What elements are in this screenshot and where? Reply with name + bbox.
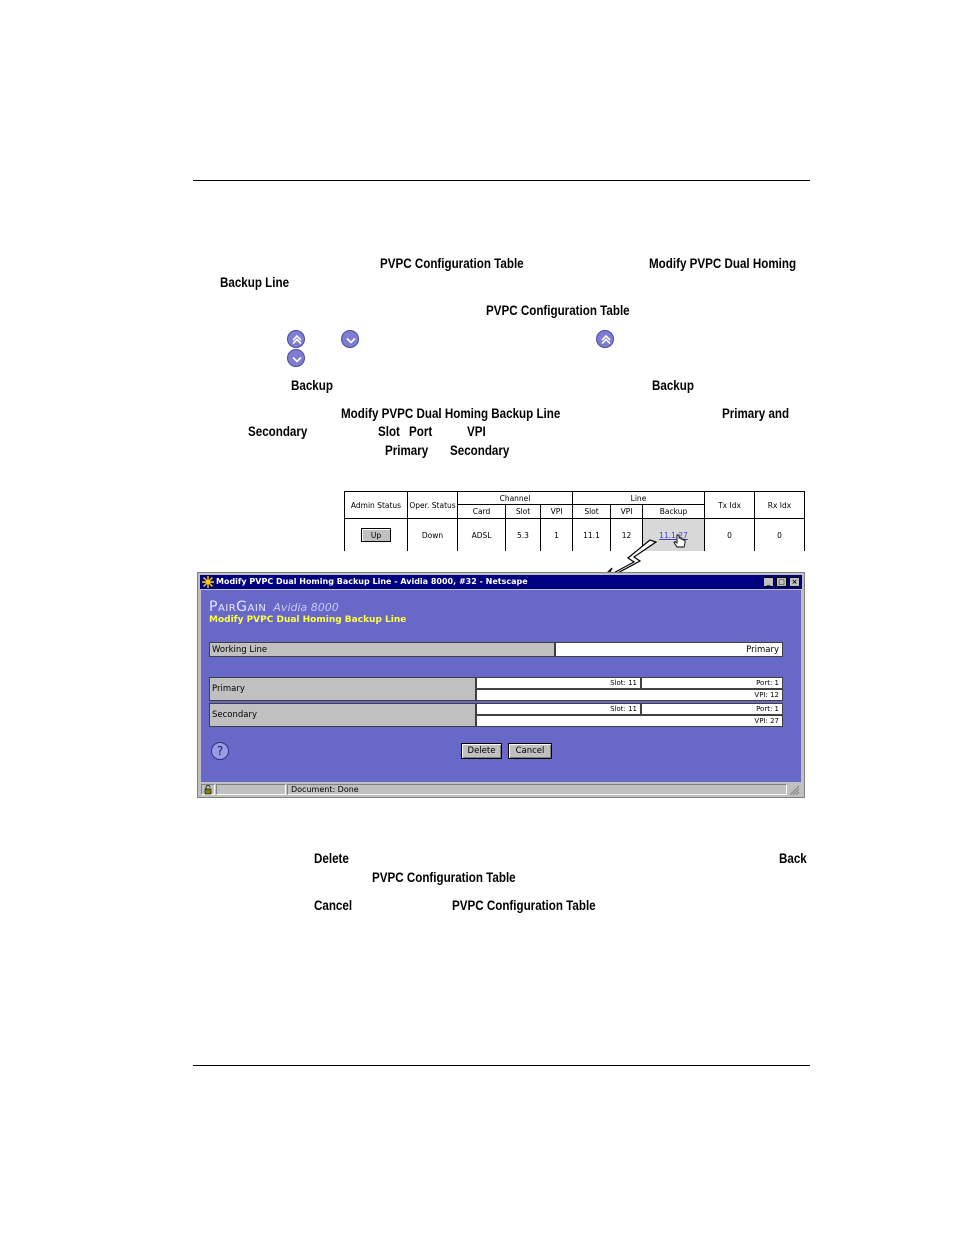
admin-status-up-button[interactable]: Up	[361, 528, 391, 542]
header-line: Line	[572, 491, 705, 505]
header-admin-status: Admin Status	[344, 491, 408, 519]
header-line-vpi: VPI	[610, 504, 643, 519]
primary-label: Primary	[209, 677, 476, 701]
text-primary-and: Primary and	[722, 406, 790, 421]
text-backup-line: Backup Line	[220, 275, 290, 290]
cell-oper-status: Down	[407, 518, 458, 551]
cell-rx-idx: 0	[754, 518, 805, 551]
scroll-down-icon	[341, 330, 359, 348]
text-pvpc-config-table: PVPC Configuration Table	[380, 256, 524, 271]
primary-port: Port: 1	[641, 677, 783, 689]
text-modify-pvpc-dual-homing: Modify PVPC Dual Homing	[649, 256, 797, 271]
page-content	[201, 590, 801, 782]
netscape-icon	[202, 576, 214, 588]
page-up-icon	[287, 330, 305, 348]
text-back: Back	[779, 851, 807, 866]
scroll-down-icon-2	[287, 349, 305, 367]
logo-brand: PairGain	[209, 599, 267, 615]
primary-slot: Slot: 11	[476, 677, 641, 689]
header-vpi: VPI	[540, 504, 573, 519]
delete-button[interactable]: Delete	[461, 743, 502, 759]
cell-vpi: 1	[540, 518, 573, 551]
status-text: Document: Done	[287, 784, 787, 795]
header-line-slot: Slot	[572, 504, 611, 519]
secondary-port: Port: 1	[641, 703, 783, 715]
table-row	[344, 518, 408, 551]
cell-slot: 5.3	[505, 518, 541, 551]
cell-tx-idx: 0	[704, 518, 755, 551]
text-secondary: Secondary	[248, 424, 308, 439]
logo-product: Avidia 8000	[273, 601, 339, 614]
top-rule	[193, 180, 810, 181]
text-pvpc-config-table-4: PVPC Configuration Table	[452, 898, 596, 913]
header-rx-idx: Rx Idx	[754, 491, 805, 519]
backup-link[interactable]: 11.1.27	[659, 530, 688, 540]
page-up-icon-2	[596, 330, 614, 348]
text-delete: Delete	[314, 851, 349, 866]
text-slot: Slot	[378, 424, 400, 439]
header-channel: Channel	[457, 491, 573, 505]
cell-card: ADSL	[457, 518, 506, 551]
maximize-button[interactable]: □	[776, 577, 787, 587]
title-bar	[200, 575, 802, 589]
netscape-window	[197, 572, 805, 798]
text-port: Port	[409, 424, 433, 439]
close-button[interactable]: ×	[789, 577, 800, 587]
page-subtitle: Modify PVPC Dual Homing Backup Line	[209, 615, 407, 625]
help-icon[interactable]: ?	[211, 742, 229, 760]
pairgain-logo	[209, 596, 339, 615]
text-pvpc-config-table-2: PVPC Configuration Table	[486, 303, 630, 318]
working-line-value: Primary	[555, 642, 783, 657]
hand-cursor-icon	[673, 534, 687, 550]
text-pvpc-config-table-3: PVPC Configuration Table	[372, 870, 516, 885]
pvpc-configuration-table	[344, 491, 805, 551]
status-bar	[201, 784, 801, 796]
header-tx-idx: Tx Idx	[704, 491, 755, 519]
cell-line-vpi: 12	[610, 518, 643, 551]
text-secondary-2: Secondary	[450, 443, 510, 458]
secondary-label: Secondary	[209, 703, 476, 727]
text-backup-2: Backup	[652, 378, 694, 393]
text-cancel: Cancel	[314, 898, 353, 913]
cell-line-slot: 11.1	[572, 518, 611, 551]
resize-grip-icon[interactable]	[788, 784, 801, 795]
text-modify-backup-line: Modify PVPC Dual Homing Backup Line	[341, 406, 561, 421]
window-title: Modify PVPC Dual Homing Backup Line - Avidia 8000, #32 - Netscape	[216, 577, 528, 586]
header-card: Card	[457, 504, 506, 519]
secondary-vpi: VPI: 27	[476, 715, 783, 727]
text-primary: Primary	[385, 443, 429, 458]
header-oper-status: Oper. Status	[407, 491, 458, 519]
progress-bar	[216, 784, 286, 795]
secondary-slot: Slot: 11	[476, 703, 641, 715]
minimize-button[interactable]: _	[763, 577, 774, 587]
text-vpi: VPI	[467, 424, 486, 439]
text-backup: Backup	[291, 378, 333, 393]
bottom-rule	[193, 1065, 810, 1066]
primary-vpi: VPI: 12	[476, 689, 783, 701]
header-slot: Slot	[505, 504, 541, 519]
working-line-label: Working Line	[209, 642, 555, 657]
security-lock-icon	[201, 784, 215, 795]
header-backup: Backup	[642, 504, 705, 519]
cancel-button[interactable]: Cancel	[508, 743, 552, 759]
